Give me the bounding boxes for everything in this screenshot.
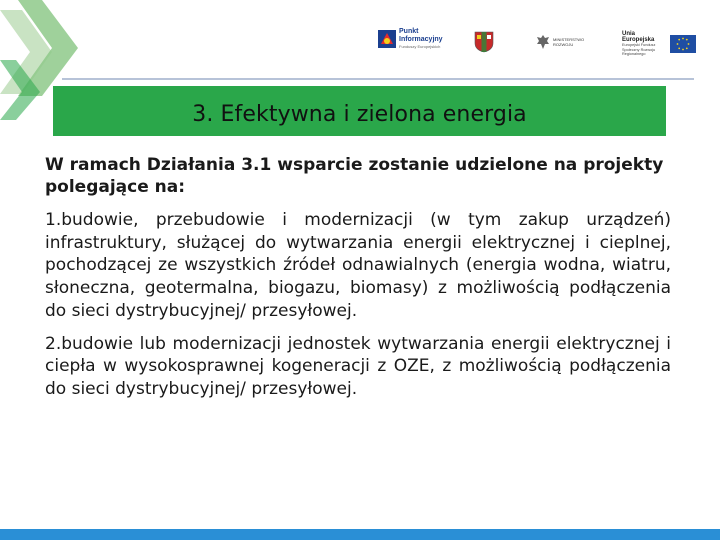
eu-title: Unia Europejska (622, 31, 655, 43)
lead-paragraph: W ramach Działania 3.1 wsparcie zostanie udzielone na projekty polegające na: (45, 155, 664, 197)
pi-subtitle: Informacyjny (399, 36, 443, 43)
header-divider (62, 78, 694, 80)
pi-title: Punkt (399, 28, 419, 35)
punkt-informacyjny-logo (378, 28, 443, 50)
slide-content (45, 154, 671, 411)
title-bar (53, 86, 666, 136)
coat-of-arms-icon (474, 31, 494, 53)
list-item-1: 1.budowie, przebudowie i modernizacji (w tym zakup urządzeń) infrastruktury, służącej do wytwarzania energii elektrycznej i cieplnej, pochodzącej ze wszystkich źródeł odnawialnych (energia wodna, wiatru, słoneczna, geotermalna, biogazu, biomasy) z możliwością podłączenia do sieci dystrybucyjnej/ przesyłowej. (45, 210, 671, 321)
eu-flag-icon (670, 35, 696, 53)
eu-subtitle: Europejski Fundusz Społeczny Rozwoju Regionalnego (622, 43, 656, 56)
eagle-icon (536, 34, 550, 50)
bottom-bar (0, 529, 720, 540)
ministry-logo (536, 34, 601, 50)
crest-logo (474, 31, 494, 53)
ministry-name: MINISTERSTWO ROZWOJU (553, 37, 585, 47)
slide-title: 3. Efektywna i zielona energia (192, 101, 527, 127)
eu-logo (622, 31, 696, 57)
fe-logo-icon (378, 30, 396, 48)
list-item-2: 2.budowie lub modernizacji jednostek wytwarzania energii elektrycznej i ciepła w wysokosprawnej kogeneracji z OZE, z możliwością podłączenia do sieci dystrybucyjnej/ przesyłowej. (45, 333, 671, 399)
pi-tagline: Funduszy Europejskich (399, 44, 441, 49)
